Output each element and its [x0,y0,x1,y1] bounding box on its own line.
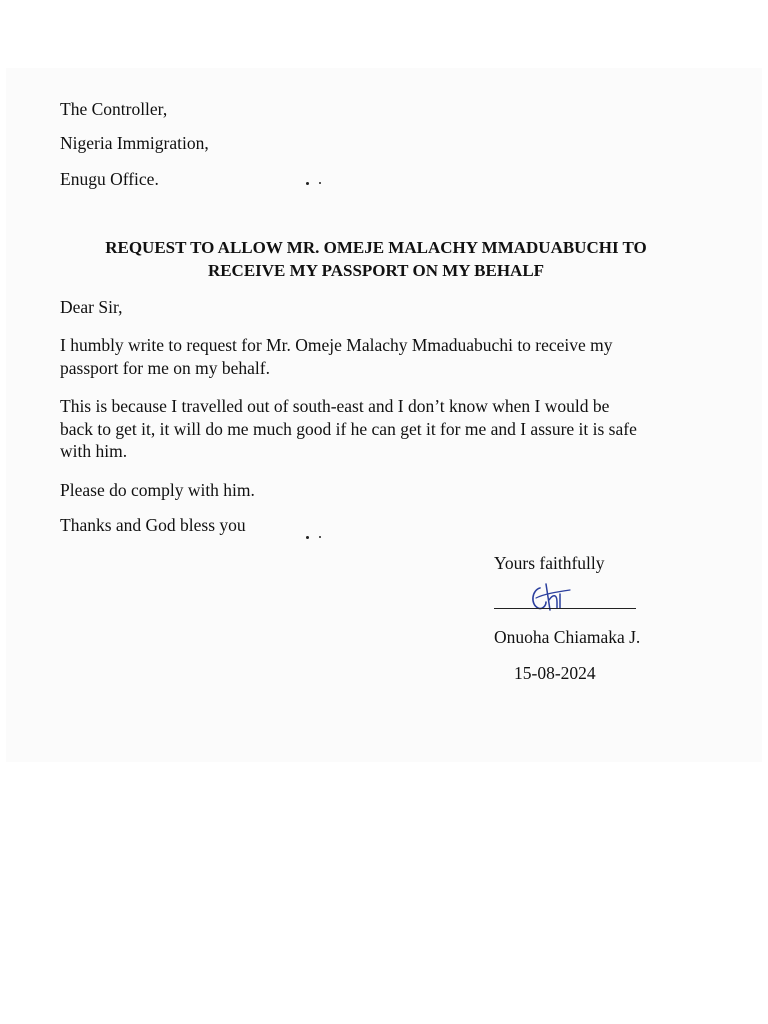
body-paragraph-2-line-2: back to get it, it will do me much good if he can get it for me and I assure it is safe [60,418,637,439]
body-paragraph-4: Thanks and God bless you [60,515,246,535]
stray-marks-2 [306,534,326,540]
body-paragraph-2 [60,395,680,463]
signatory-name: Onuoha Chiamaka J. [494,627,641,647]
body-paragraph-3: Please do comply with him. [60,480,255,500]
recipient-line-3: Enugu Office. [60,169,159,189]
salutation: Dear Sir, [60,297,123,317]
subject-line-2: RECEIVE MY PASSPORT ON MY BEHALF [207,261,545,280]
body-paragraph-1-line-2: passport for me on my behalf. [60,357,270,378]
recipient-line-2: Nigeria Immigration, [60,133,209,153]
body-paragraph-1-line-1: I humbly write to request for Mr. Omeje Malachy Mmaduabuchi to receive my [60,335,613,355]
valediction: Yours faithfully [494,553,605,573]
recipient-line-1: The Controller, [60,99,168,119]
subject-line-1: REQUEST TO ALLOW MR. OMEJE MALACHY MMADUABUCHI TO [105,238,647,257]
body-paragraph-2-line-1: This is because I travelled out of south-east and I don’t know when I would be [60,396,610,416]
signature-line [494,608,636,609]
body-paragraph-1 [60,334,680,379]
body-paragraph-2-line-3: with him. [60,441,128,461]
letter-date: 15-08-2024 [514,663,596,683]
stray-marks [306,180,326,186]
